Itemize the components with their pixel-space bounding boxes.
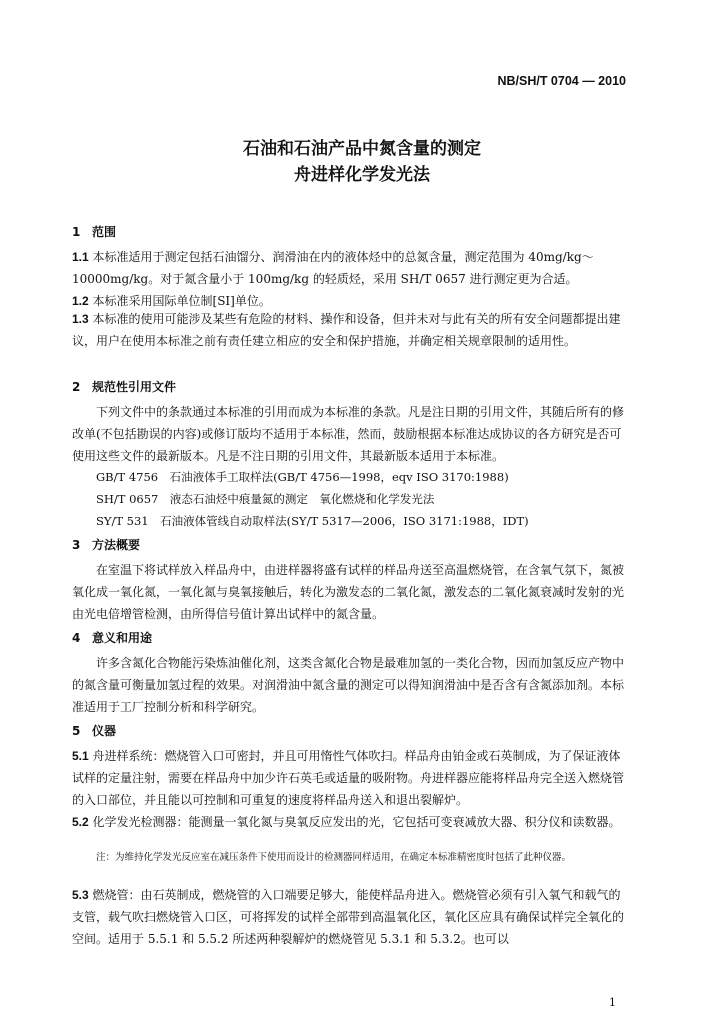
section-1-heading: [72, 223, 116, 240]
clause-5-2: [72, 811, 632, 833]
reference-item: GB/T 4756 石油液体手工取样法(GB/T 4756—1998，eqv ISO 3170:1988): [96, 470, 509, 484]
standard-code: NB/SH/T 0704 — 2010: [497, 74, 626, 88]
clause-number: 1.2: [72, 294, 89, 308]
section-5-heading: [72, 722, 116, 739]
clause-number: 1.3: [72, 312, 89, 326]
section-title: 范围: [92, 225, 117, 239]
document-title-line2: 舟进样化学发光法: [294, 165, 430, 185]
note: 注：为维持化学发光反应室在减压条件下使用而设计的检测器同样适用，在确定本标准精密度时包括了此种仪器。: [96, 852, 572, 863]
section-title: 仪器: [92, 724, 117, 738]
clause-1-1: [72, 246, 632, 290]
section-3-heading: [72, 536, 140, 553]
section-2-paragraph: 下列文件中的条款通过本标准的引用而成为本标准的条款。凡是注日期的引用文件，其随后所有的修改单(不包括勘误的内容)或修订版均不适用于本标准，然而，鼓励根据本标准达成协议的各方研究是否可使用这些文件的最新版本。凡是不注日期的引用文件，其最新版本适用于本标准。: [72, 405, 625, 463]
section-title: 规范性引用文件: [92, 380, 177, 394]
clause-5-1: [72, 745, 632, 811]
clause-number: 5.3: [72, 888, 89, 902]
section-number: 3: [72, 538, 81, 552]
reference-item: SY/T 531 石油液体管线自动取样法(SY/T 5317—2006，ISO 3171:1988，IDT): [96, 514, 529, 528]
clause-number: 5.1: [72, 749, 89, 763]
clause-text: 舟进样系统：燃烧管入口可密封，并且可用惰性气体吹扫。样品舟由铂金或石英制成，为了保证液体试样的定量注射，需要在样品舟中加少许石英毛或适量的吸附物。舟进样器应能将样品舟完全送入燃烧管的入口部位，并且能以可控制和可重复的速度将样品舟送入和退出裂解炉。: [72, 749, 625, 807]
section-number: 5: [72, 724, 81, 738]
clause-text: 化学发光检测器：能测量一氧化氮与臭氧反应发出的光，它包括可变衰减放大器、积分仪和读数器。: [92, 815, 621, 829]
reference-item: SH/T 0657 液态石油烃中痕量氮的测定 氧化燃烧和化学发光法: [96, 492, 435, 506]
page-number: 1: [609, 996, 616, 1009]
clause-text: 本标准采用国际单位制[SI]单位。: [92, 294, 271, 308]
section-4-paragraph: 许多含氮化合物能污染炼油催化剂，这类含氮化合物是最难加氢的一类化合物，因而加氢反应产物中的氮含量可衡量加氢过程的效果。对润滑油中氮含量的测定可以得知润滑油中是否含有含氮添加剂。本标准适用于工厂控制分析和科学研究。: [72, 656, 625, 714]
clause-text: 燃烧管：由石英制成，燃烧管的入口端要足够大，能使样品舟进入。燃烧管必须有引入氧气和载气的支管，载气吹扫燃烧管入口区，可将挥发的试样全部带到高温氧化区，氧化区应具有确保试样完全氧化的空间。适用于 5.5.1 和 5.5.2 所述两种裂解炉的燃烧管见 5.3.1 和 5.3.2。也可以: [72, 888, 625, 946]
section-4-heading: [72, 629, 152, 646]
section-title: 意义和用途: [92, 631, 153, 645]
document-title-line1: 石油和石油产品中氮含量的测定: [243, 139, 481, 159]
section-2-heading: [72, 378, 176, 395]
clause-text: 本标准的使用可能涉及某些有危险的材料、操作和设备，但并未对与此有关的所有安全问题都提出建议，用户在使用本标准之前有责任建立相应的安全和保护措施，并确定相关规章限制的适用性。: [72, 312, 621, 348]
section-number: 4: [72, 631, 81, 645]
clause-5-3: [72, 884, 632, 950]
section-title: 方法概要: [92, 538, 141, 552]
clause-number: 5.2: [72, 815, 89, 829]
section-number: 1: [72, 225, 81, 239]
clause-text: 本标准适用于测定包括石油馏分、润滑油在内的液体烃中的总氮含量，测定范围为 40mg/kg～10000mg/kg。对于氮含量小于 100mg/kg 的轻质烃，采用 SH/T 0657 进行测定更为合适。: [72, 250, 594, 286]
clause-1-3: [72, 308, 632, 352]
clause-number: 1.1: [72, 250, 89, 264]
section-3-paragraph: 在室温下将试样放入样品舟中，由进样器将盛有试样的样品舟送至高温燃烧管，在含氧气氛下，氮被氧化成一氧化氮，一氧化氮与臭氧接触后，转化为激发态的二氧化氮，激发态的二氧化氮衰减时发射的光由光电倍增管检测，由所得信号值计算出试样中的氮含量。: [72, 563, 625, 621]
section-number: 2: [72, 380, 81, 394]
